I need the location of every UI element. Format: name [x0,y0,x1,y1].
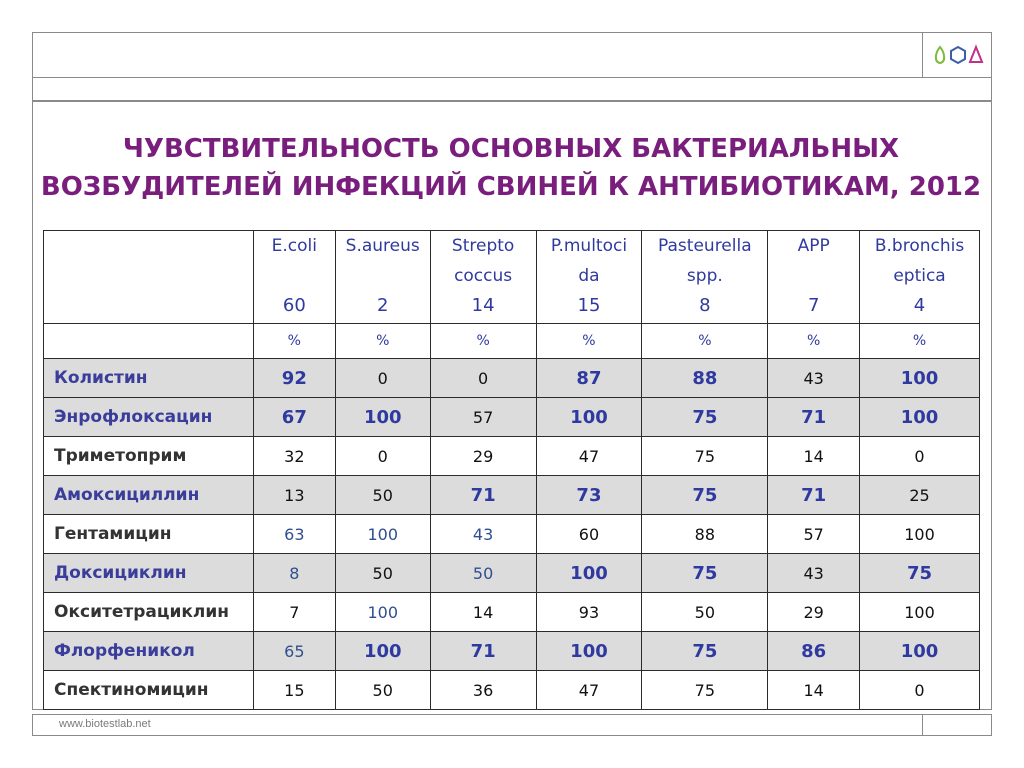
column-name: Pasteurella [658,236,752,256]
unit-cell: % [768,324,860,359]
sensitivity-value: 47 [536,437,642,476]
sensitivity-value: 100 [335,515,430,554]
sensitivity-value: 14 [768,671,860,710]
table-row [44,593,980,632]
sensitivity-value: 71 [430,632,536,671]
slide-title-line-1: ЧУВСТВИТЕЛЬНОСТЬ ОСНОВНЫХ БАКТЕРИАЛЬНЫХ [122,134,900,164]
sensitivity-value: 75 [642,632,768,671]
table-row [44,632,980,671]
sensitivity-value: 100 [335,632,430,671]
column-sample-count: 15 [577,295,601,316]
table-row [44,437,980,476]
sensitivity-value: 75 [860,554,980,593]
column-header [536,231,642,324]
sensitivity-value: 63 [253,515,335,554]
antibiotic-name: Энрофлоксацин [44,398,254,437]
table-corner-cell [44,231,254,324]
column-header [860,231,980,324]
sensitivity-value: 0 [335,437,430,476]
antibiotic-name: Колистин [44,359,254,398]
sensitivity-value: 75 [642,671,768,710]
sensitivity-value: 100 [335,593,430,632]
sensitivity-value: 32 [253,437,335,476]
slide-title [32,130,990,206]
column-header [430,231,536,324]
sensitivity-value: 100 [860,593,980,632]
sensitivity-value: 100 [536,554,642,593]
unit-cell: % [536,324,642,359]
column-name: da [578,266,600,286]
three-shapes-logo-icon [932,44,984,66]
header-bar [32,32,992,78]
table-row [44,476,980,515]
sensitivity-value: 60 [536,515,642,554]
table-row [44,359,980,398]
antibiotic-name: Флорфеникол [44,632,254,671]
sensitivity-value: 86 [768,632,860,671]
column-header [642,231,768,324]
column-name: S.aureus [345,236,420,256]
sensitivity-value: 100 [860,398,980,437]
sensitivity-value: 100 [335,398,430,437]
sensitivity-value: 75 [642,398,768,437]
sensitivity-value: 0 [860,671,980,710]
sensitivity-value: 87 [536,359,642,398]
footer-bar [32,714,992,736]
table-row [44,671,980,710]
sensitivity-value: 14 [430,593,536,632]
unit-cell: % [253,324,335,359]
sensitivity-value: 7 [253,593,335,632]
sensitivity-value: 75 [642,476,768,515]
table-header-row [44,231,980,324]
table-row [44,554,980,593]
antibiotic-name: Гентамицин [44,515,254,554]
column-sample-count: 2 [377,295,389,316]
antibiotic-name: Окситетрациклин [44,593,254,632]
column-sample-count: 4 [913,295,926,316]
sensitivity-value: 29 [430,437,536,476]
units-empty-cell [44,324,254,359]
slide-title-line-2: ВОЗБУДИТЕЛЕЙ ИНФЕКЦИЙ СВИНЕЙ К АНТИБИОТИКАМ, 2012 [40,172,982,202]
sensitivity-value: 65 [253,632,335,671]
column-header [253,231,335,324]
unit-cell: % [860,324,980,359]
sensitivity-value: 0 [335,359,430,398]
sensitivity-value: 71 [768,476,860,515]
sensitivity-value: 100 [860,632,980,671]
sensitivity-value: 73 [536,476,642,515]
footer-url: www.biotestlab.net [59,718,151,730]
column-name: P.multoci [550,236,628,256]
sensitivity-value: 29 [768,593,860,632]
column-name: coccus [454,266,513,286]
column-name: B.bronchis [874,236,965,256]
sensitivity-value: 50 [335,554,430,593]
sensitivity-value: 75 [642,554,768,593]
sensitivity-value: 57 [430,398,536,437]
sensitivity-value: 93 [536,593,642,632]
table-row [44,515,980,554]
units-row [44,324,980,359]
sensitivity-value: 71 [768,398,860,437]
sensitivity-value: 57 [768,515,860,554]
sensitivity-value: 0 [860,437,980,476]
column-header [768,231,860,324]
sensitivity-value: 25 [860,476,980,515]
antibiotic-name: Доксициклин [44,554,254,593]
sensitivity-table [43,230,980,710]
column-name: spp. [686,266,723,286]
sensitivity-value: 100 [860,515,980,554]
sensitivity-value: 50 [335,476,430,515]
sensitivity-value: 88 [642,515,768,554]
antibiotic-name: Спектиномицин [44,671,254,710]
unit-cell: % [335,324,430,359]
column-sample-count: 8 [699,295,711,316]
column-header [335,231,430,324]
sensitivity-value: 50 [642,593,768,632]
sensitivity-value: 100 [536,398,642,437]
sensitivity-value: 43 [430,515,536,554]
sensitivity-value: 88 [642,359,768,398]
sensitivity-value: 43 [768,554,860,593]
column-name: APP [797,236,830,256]
footer-divider [922,715,923,735]
sensitivity-value: 75 [642,437,768,476]
unit-cell: % [642,324,768,359]
table-row [44,398,980,437]
sensitivity-value: 47 [536,671,642,710]
sensitivity-value: 50 [430,554,536,593]
unit-cell: % [430,324,536,359]
sensitivity-value: 13 [253,476,335,515]
sensitivity-value: 50 [335,671,430,710]
sensitivity-value: 15 [253,671,335,710]
sensitivity-value: 14 [768,437,860,476]
column-name: E.coli [271,236,317,256]
sensitivity-value: 100 [860,359,980,398]
sensitivity-value: 0 [430,359,536,398]
sensitivity-value: 43 [768,359,860,398]
sensitivity-value: 8 [253,554,335,593]
subheader-bar [32,77,992,102]
sensitivity-value: 100 [536,632,642,671]
sensitivity-value: 67 [253,398,335,437]
header-divider [922,33,923,77]
column-name: Strepto [451,236,515,256]
column-sample-count: 14 [471,295,495,316]
antibiotic-name: Триметоприм [44,437,254,476]
column-sample-count: 7 [807,295,820,316]
column-name: eptica [893,266,946,286]
column-sample-count: 60 [282,295,306,316]
sensitivity-value: 71 [430,476,536,515]
sensitivity-value: 92 [253,359,335,398]
antibiotic-name: Амоксициллин [44,476,254,515]
sensitivity-value: 36 [430,671,536,710]
